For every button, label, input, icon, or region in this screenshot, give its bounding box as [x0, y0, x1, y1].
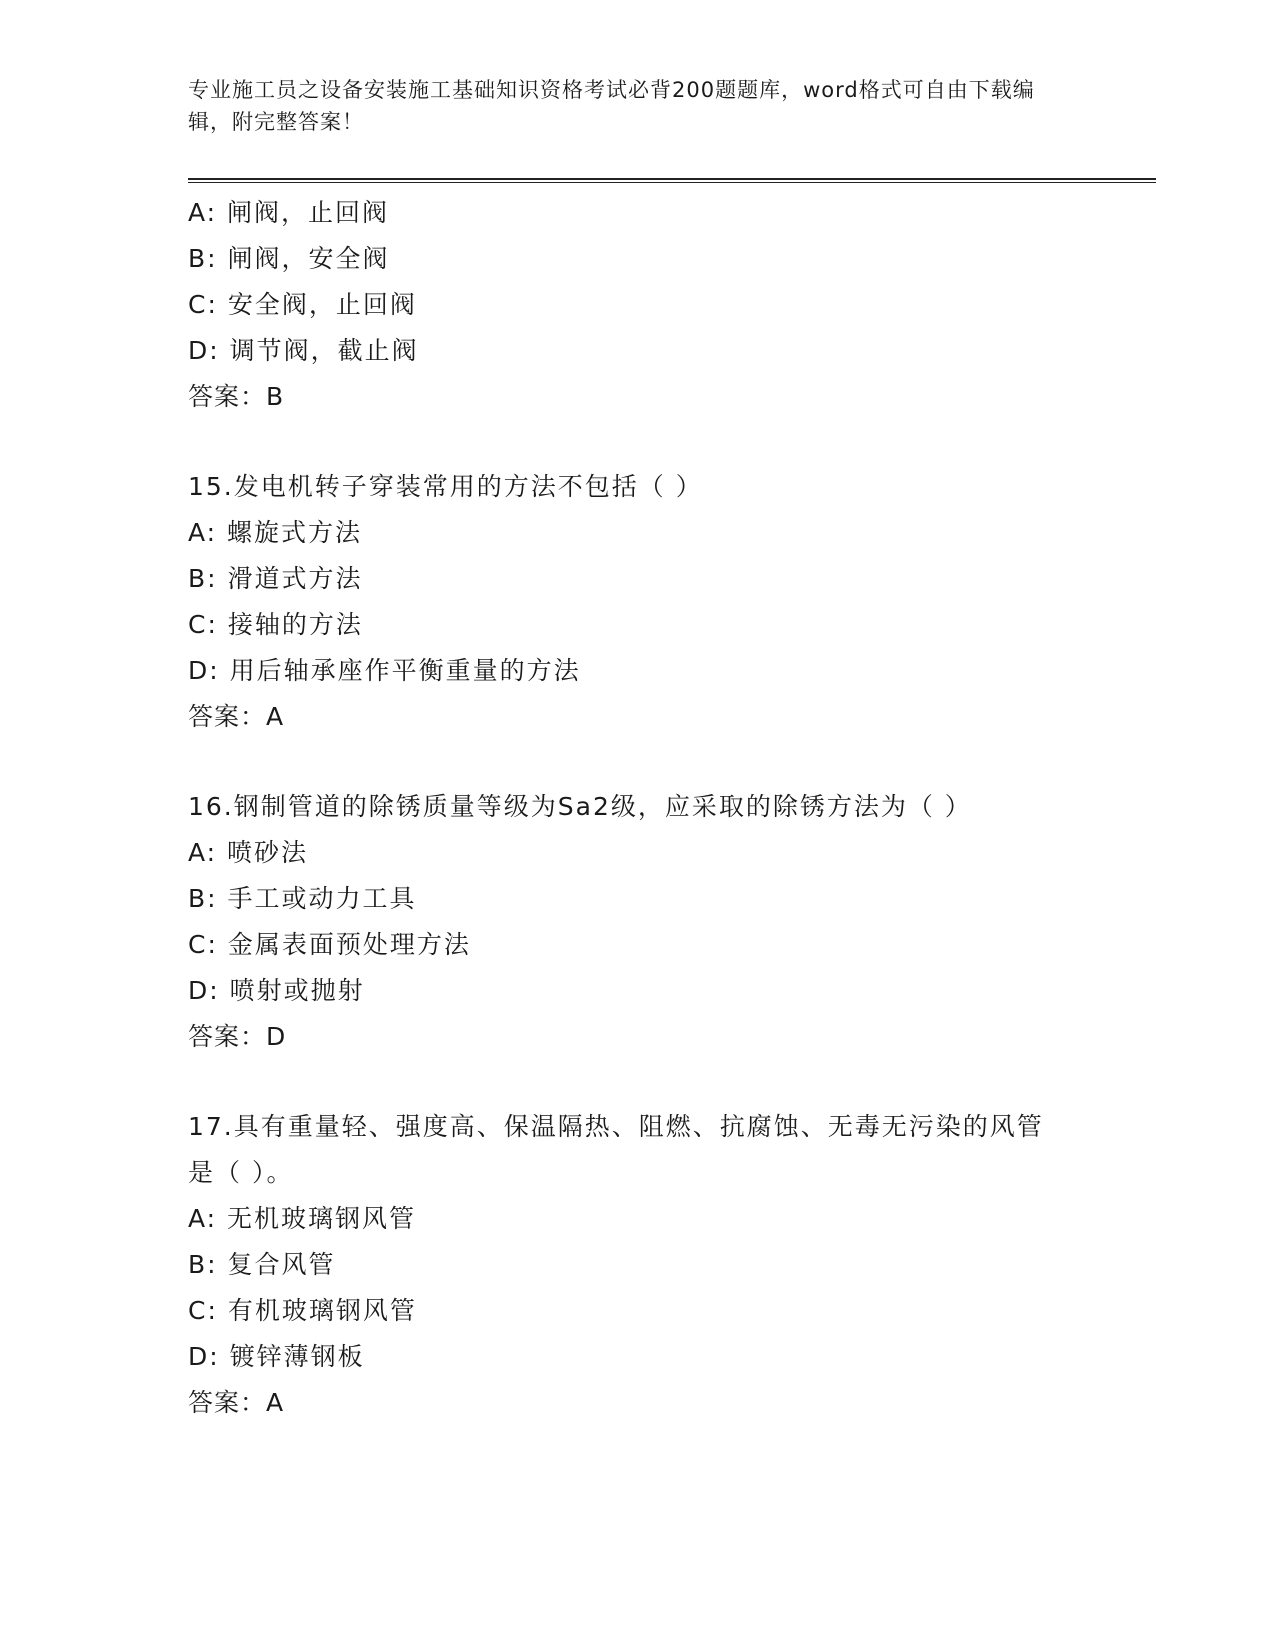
option-c: C: 有机玻璃钢风管 [188, 1296, 417, 1325]
option-c: C: 金属表面预处理方法 [188, 930, 471, 959]
question-title: 16.钢制管道的除锈质量等级为Sa2级，应采取的除锈方法为（ ） [188, 792, 972, 821]
option-a: A: 螺旋式方法 [188, 518, 363, 547]
question-list [188, 190, 1088, 1426]
question-block [188, 1104, 1088, 1426]
document-header: 专业施工员之设备安装施工基础知识资格考试必背200题题库，word格式可自由下载编辑，附完整答案！ [188, 78, 1035, 134]
option-b: B: 滑道式方法 [188, 564, 363, 593]
option-b: B: 手工或动力工具 [188, 884, 417, 913]
option-b: B: 复合风管 [188, 1250, 336, 1279]
option-a: A: 喷砂法 [188, 838, 309, 867]
question-block [188, 190, 1088, 420]
option-c: C: 接轴的方法 [188, 610, 363, 639]
option-c: C: 安全阀，止回阀 [188, 290, 417, 319]
option-d: D: 镀锌薄钢板 [188, 1342, 365, 1371]
question-block [188, 784, 1088, 1060]
answer-line: 答案：B [188, 382, 285, 411]
header-divider [188, 178, 1156, 183]
question-block [188, 464, 1088, 740]
spacer [188, 740, 1088, 784]
answer-line: 答案：A [188, 702, 285, 731]
option-b: B: 闸阀，安全阀 [188, 244, 390, 273]
option-d: D: 用后轴承座作平衡重量的方法 [188, 656, 581, 685]
option-d: D: 调节阀，截止阀 [188, 336, 419, 365]
answer-line: 答案：A [188, 1388, 285, 1417]
question-title: 15.发电机转子穿装常用的方法不包括（ ） [188, 472, 703, 501]
option-a: A: 无机玻璃钢风管 [188, 1204, 417, 1233]
option-a: A: 闸阀，止回阀 [188, 198, 390, 227]
option-d: D: 喷射或抛射 [188, 976, 365, 1005]
answer-line: 答案：D [188, 1022, 287, 1051]
spacer [188, 420, 1088, 464]
question-title: 17.具有重量轻、强度高、保温隔热、阻燃、抗腐蚀、无毒无污染的风管是（ ）。 [188, 1112, 1044, 1187]
spacer [188, 1060, 1088, 1104]
